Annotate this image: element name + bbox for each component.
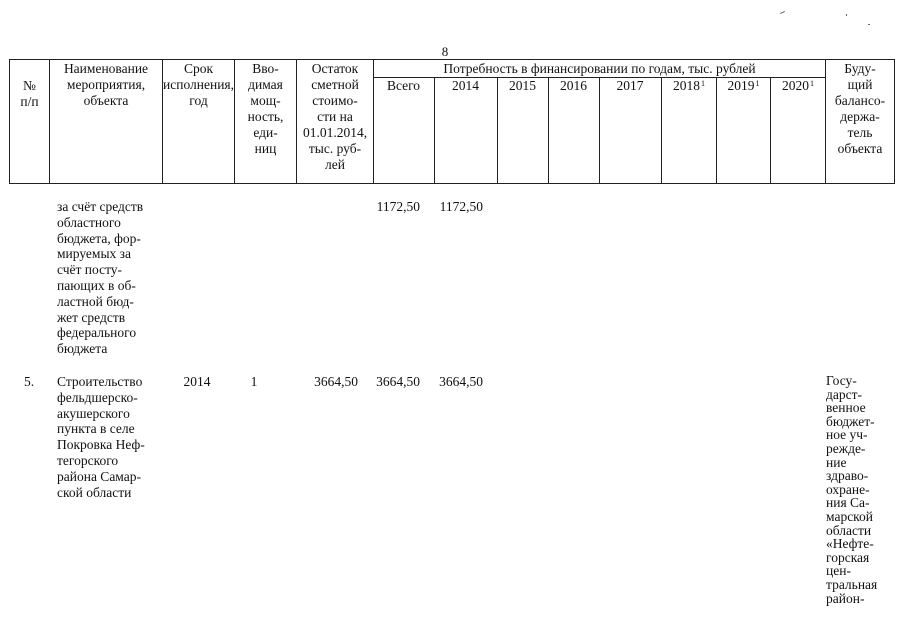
header-cell-year: 2016 [549,78,600,184]
scan-speck [868,24,870,25]
header-cell-year: Всего [374,78,435,184]
header-cell-year: 2015 [498,78,549,184]
header-cell-holder: Буду- щий балансо- держа- тель объекта [826,60,895,184]
header-cell-remainder: Остаток сметной стоимо- сти на 01.01.2014, тыс. руб- лей [297,60,374,184]
row-item-2014: 3664,50 [439,374,483,389]
row-item-holder: Госу- дарст- венное бюджет- ное уч- режде- ние здраво- охране- ния Са- марской области «Нефте- горская цен- тральная район- [826,373,878,606]
row-item-remainder: 3664,50 [314,374,358,389]
header-cell-capacity: Вво- димая мощ- ность, еди- ниц [235,60,297,184]
scan-speck [846,14,847,16]
header-cell-year: 2014 [435,78,498,184]
row-item-term: 2014 [183,374,211,389]
row-item-name: Строительство фельдшерско- акушерского пункта в селе Покровка Неф- тегорского района Самар- ской области [57,374,145,500]
header-cell-name: Наименование мероприятия, объекта [50,60,163,184]
row-item-total: 3664,50 [376,374,420,389]
row-funding-source-2014: 1172,50 [439,199,483,214]
row-funding-source-total: 1172,50 [376,199,420,214]
header-cell-year: 2018$^1$ [662,78,717,184]
header-cell-year: 2017 [600,78,662,184]
header-cell-term: Срок исполнения, год [163,60,235,184]
page-number: 8 [441,44,449,59]
row-item-number: 5. [24,374,35,389]
header-cell-financing-title: Потребность в финансировании по годам, тыс. рублей [374,60,826,78]
scan-speck [780,11,785,14]
table-header [9,59,895,184]
header-cell-number: № п/п [10,60,50,184]
row-item-capacity: 1 [250,374,258,389]
row-funding-source-name: за счёт средств областного бюджета, фор- мируемых за счёт посту- пающих в об- ластной бюд- жет средств федерального бюджета [57,199,144,357]
header-cell-year: 2019$^1$ [717,78,771,184]
header-cell-year: 2020$^1$ [771,78,826,184]
